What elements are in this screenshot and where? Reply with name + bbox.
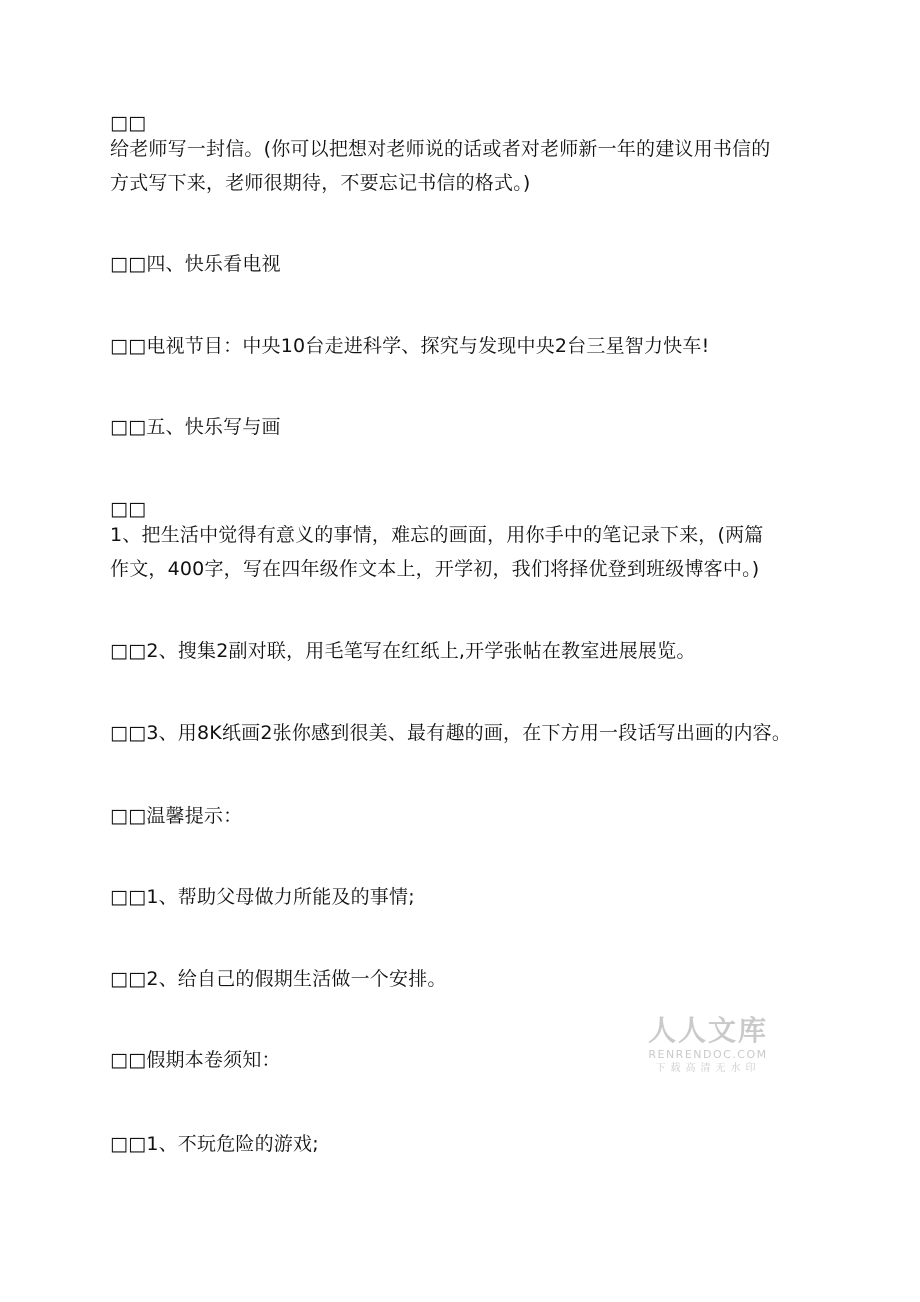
indent-glyph: □□ xyxy=(110,722,147,744)
section-heading-write-draw: □□五、快乐写与画 xyxy=(110,416,281,438)
indent-glyph: □□ xyxy=(110,640,147,662)
section-heading-tv: □□四、快乐看电视 xyxy=(110,253,281,275)
indent-glyph: □□ xyxy=(110,805,147,827)
watermark-logo xyxy=(640,1016,776,1075)
indent-glyph: □□ xyxy=(110,968,147,990)
watermark-subtitle: 下载高清无水印 xyxy=(655,1063,761,1074)
letter-instruction-line-1: 给老师写一封信。(你可以把想对老师说的话或者对老师新一年的建议用书信的 xyxy=(110,138,771,160)
paragraph-indent xyxy=(110,112,146,134)
watermark-domain: RENRENDOC.COM xyxy=(648,1048,768,1061)
indent-glyph: □□ xyxy=(110,1133,147,1155)
task-3-line: □□3、用8K纸画2张你感到很美、最有趣的画，在下方用一段话写出画的内容。 xyxy=(110,722,792,744)
notice-heading: □□假期本卷须知： xyxy=(110,1049,281,1071)
indent-glyph: □□ xyxy=(110,498,147,520)
notice-1-line: □□1、不玩危险的游戏; xyxy=(110,1133,319,1155)
letter-instruction-line-2: 方式写下来，老师很期待，不要忘记书信的格式。) xyxy=(110,172,531,194)
indent-glyph: □□ xyxy=(110,416,147,438)
task-2-line: □□2、搜集2副对联，用毛笔写在红纸上,开学张帖在教室进展展览。 xyxy=(110,640,696,662)
tv-programs-line: □□电视节目：中央10台走进科学、探究与发现中央2台三星智力快车! xyxy=(110,335,710,357)
indent-glyph: □□ xyxy=(110,886,147,908)
watermark-title: 人人文库 xyxy=(647,1014,768,1047)
task-1-line-1: 1、把生活中觉得有意义的事情，难忘的画面，用你手中的笔记录下来，(两篇 xyxy=(110,524,764,546)
tips-heading: □□温馨提示： xyxy=(110,805,243,827)
paragraph-indent xyxy=(110,498,146,520)
indent-glyph: □□ xyxy=(110,253,147,275)
tip-2-line: □□2、给自己的假期生活做一个安排。 xyxy=(110,968,447,990)
task-1-line-2: 作文，400字，写在四年级作文本上，开学初，我们将择优登到班级博客中。) xyxy=(110,558,760,580)
indent-glyph: □□ xyxy=(110,1049,147,1071)
tip-1-line: □□1、帮助父母做力所能及的事情; xyxy=(110,886,415,908)
indent-glyph: □□ xyxy=(110,335,147,357)
indent-glyph: □□ xyxy=(110,112,147,134)
